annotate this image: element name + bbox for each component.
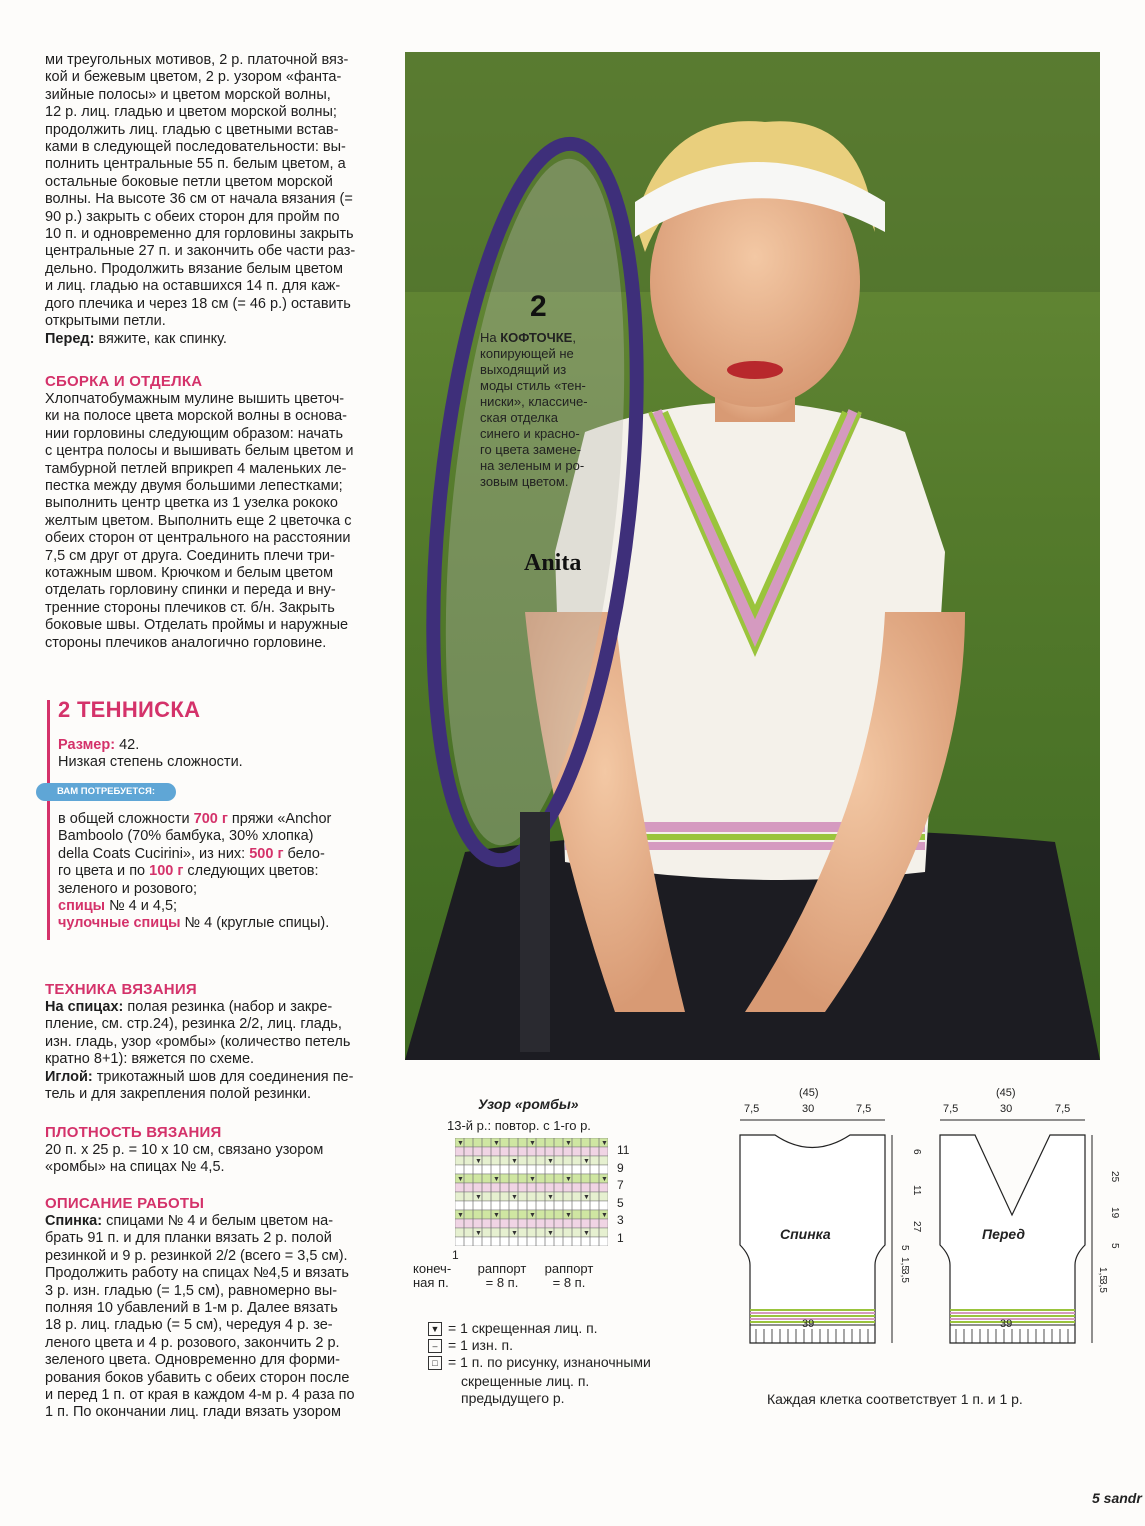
legend-continuation xyxy=(461,1373,589,1407)
materials-text: № 4 и 4,5; xyxy=(105,898,178,915)
description-line: брать 91 п. и для планки вязать 2 р. полой xyxy=(45,1230,332,1247)
intro-line: полнить центральные 55 п. белым цветом, а xyxy=(45,156,346,173)
rapport-label-1 xyxy=(467,1262,537,1290)
description-line: зеленого цвета. Одновременно для форми- xyxy=(45,1352,340,1369)
height-label: 19 xyxy=(1108,1207,1120,1219)
height-label: 5 xyxy=(1108,1243,1120,1249)
materials-text: зеленого и розового; xyxy=(58,880,198,897)
legend xyxy=(428,1320,651,1371)
description-line: 18 р. лиц. гладью (= 5 см), чередуя 4 р. зе- xyxy=(45,1317,333,1334)
pattern-row xyxy=(455,1219,608,1228)
circular-needles-label: чулочные спицы xyxy=(58,915,181,932)
rapport-line: = 8 п. xyxy=(552,1275,586,1290)
materials-amount: 100 г xyxy=(149,863,184,880)
materials-text: Bamboolo (70% бамбука, 30% хлопка) xyxy=(58,828,314,845)
intro-line: продолжить лиц. гладью с цветными встав- xyxy=(45,121,339,138)
schematic-note: Каждая клетка соответствует 1 п. и 1 р. xyxy=(767,1391,1023,1407)
back-bottom-width: 39 xyxy=(802,1318,815,1330)
assembly-line: ки на полосе цвета морской волны в основа- xyxy=(45,408,348,425)
front-label: Перед: xyxy=(45,331,95,347)
row-number: 1 xyxy=(617,1230,624,1245)
front-left-width: 7,5 xyxy=(943,1103,959,1115)
legend-symbol-icon: – xyxy=(428,1339,442,1353)
caption-line: го цвета замене- xyxy=(480,442,582,457)
technique-line: тель и для закрепления полой резинки. xyxy=(45,1086,312,1103)
description-line: и перед 1 п. от края в каждом 4-м р. 4 раза по xyxy=(45,1387,355,1404)
legend-symbol-icon: □ xyxy=(428,1356,442,1370)
rapport-line: раппорт xyxy=(477,1261,527,1276)
materials-text: в общей сложности xyxy=(58,811,194,827)
description-line: спицами № 4 и белым цветом на- xyxy=(102,1213,334,1229)
pattern-stitch-icon: ▼ xyxy=(601,1176,608,1183)
technique-line: трикотажный шов для соединения пе- xyxy=(92,1068,354,1085)
front-mid-width: 30 xyxy=(1000,1103,1013,1115)
row-number: 11 xyxy=(617,1143,630,1157)
technique-needle-label: Иглой: xyxy=(45,1068,93,1085)
pattern-stitch-icon: ▼ xyxy=(601,1212,608,1219)
model-title: 2 ТЕННИСКА xyxy=(58,697,201,722)
front-label: Перед xyxy=(982,1226,1026,1242)
legend-text: = 1 п. по рисунку, изнаночными xyxy=(448,1354,651,1370)
pattern-stitch-icon: ▼ xyxy=(475,1158,482,1165)
caption-text: , xyxy=(572,330,576,345)
assembly-line: выполнить центр цветка из 1 узелка рококо xyxy=(45,495,338,512)
intro-line: открытыми петли. xyxy=(45,313,166,330)
description-line: 1 п. По окончании лиц. глади вязать узором xyxy=(45,1404,341,1421)
needles-label: спицы xyxy=(58,898,106,915)
caption-line: моды стиль «тен- xyxy=(480,378,586,393)
back-heights xyxy=(896,1138,922,1283)
pattern-repeat-note: 13-й р.: повтор. с 1-го р. xyxy=(447,1118,591,1133)
assembly-line: обеих сторон от центрального на расстоянии xyxy=(45,530,351,547)
pattern-stitch-icon: ▼ xyxy=(547,1158,554,1165)
intro-line: и лиц. гладью на оставшихся 14 п. для каж- xyxy=(45,278,341,295)
assembly-line: Хлопчатобумажным мулине вышить цветоч- xyxy=(45,391,345,407)
row-number: 7 xyxy=(617,1178,624,1192)
pattern-stitch-icon: ▼ xyxy=(529,1176,536,1183)
pattern-title: Узор «ромбы» xyxy=(478,1096,579,1112)
back-total-width: (45) xyxy=(799,1087,819,1099)
back-right-width: 7,5 xyxy=(856,1103,872,1115)
caption-line: зовым цветом. xyxy=(480,474,569,489)
technique-line: изн. гладь, узор «ромбы» (количество петель xyxy=(45,1033,351,1050)
front-right-width: 7,5 xyxy=(1055,1103,1071,1115)
description-line: 3 р. изн. гладью (= 1,5 см), равномерно вы- xyxy=(45,1282,338,1299)
description-line: резинкой и 9 р. резинкой 2/2 (всего = 3,5 см). xyxy=(45,1247,348,1264)
model-photo xyxy=(405,52,1100,1060)
back-left-width: 7,5 xyxy=(744,1103,760,1115)
description-text xyxy=(45,1213,378,1422)
legend-item xyxy=(428,1354,651,1371)
height-label: 25 xyxy=(1108,1171,1120,1183)
pattern-stitch-icon: ▼ xyxy=(547,1230,554,1237)
back-label: Спинка: xyxy=(45,1213,103,1229)
height-label: 1,5 xyxy=(1096,1267,1108,1281)
intro-line: ками в следующей последовательности: вы- xyxy=(45,139,346,156)
photo-number: 2 xyxy=(530,290,547,323)
assembly-line: желтым цветом. Выполнить еще 2 цветочка с xyxy=(45,512,352,529)
end-stitch-label xyxy=(413,1262,451,1290)
legend-symbol-icon: ▼ xyxy=(428,1322,442,1336)
front-instruction xyxy=(45,331,378,348)
height-label: 5 xyxy=(898,1245,910,1251)
caption-text: На xyxy=(480,330,501,345)
technique-needles-label: На спицах: xyxy=(45,999,124,1015)
pattern-stitch-icon: ▼ xyxy=(565,1140,572,1147)
back-mid-width: 30 xyxy=(802,1103,815,1115)
intro-line: кой и бежевым цветом, 2 р. узором «фанта- xyxy=(45,69,342,86)
technique-heading: ТЕХНИКА ВЯЗАНИЯ xyxy=(45,981,197,998)
end-stitch-line: ная п. xyxy=(413,1275,449,1290)
pattern-row xyxy=(455,1201,608,1210)
description-line: полняя 10 убавлений в 1-м р. Далее вязать xyxy=(45,1300,338,1317)
intro-line: дельно. Продолжить вязание белым цветом xyxy=(45,260,343,277)
pattern-row xyxy=(455,1165,608,1174)
materials-amount: 700 г xyxy=(193,811,228,827)
front-text: вяжите, как спинку. xyxy=(94,331,227,347)
description-line: леного цвета и 4 р. розового, закончить 2 р. xyxy=(45,1334,340,1351)
legend-item xyxy=(428,1337,651,1354)
pattern-stitch-icon: ▼ xyxy=(493,1140,500,1147)
row-number: 3 xyxy=(617,1213,624,1227)
caption-line: синего и красно- xyxy=(480,426,580,441)
assembly-line: с центра полосы и вышивать белым цветом и xyxy=(45,443,354,460)
assembly-line: нии горловины следующим образом: начать xyxy=(45,425,344,442)
description-heading: ОПИСАНИЕ РАБОТЫ xyxy=(45,1195,205,1212)
need-badge-label: ВАМ ПОТРЕБУЕТСЯ: xyxy=(57,786,155,797)
pattern-row xyxy=(455,1237,608,1246)
caption-bold: КОФТОЧКЕ xyxy=(500,330,573,345)
technique-text xyxy=(45,999,378,1103)
legend-line: предыдущего р. xyxy=(461,1390,565,1406)
materials-text: della Coats Cucirini», из них: xyxy=(58,845,250,862)
pattern-stitch-icon: ▼ xyxy=(493,1176,500,1183)
legend-line: скрещенные лиц. п. xyxy=(461,1373,590,1389)
materials-text: следующих цветов: xyxy=(183,863,319,880)
rapport-line: = 8 п. xyxy=(485,1275,519,1290)
assembly-line: пестка между двумя большими лепестками; xyxy=(45,478,343,495)
pattern-stitch-icon: ▼ xyxy=(529,1212,536,1219)
pattern-stitch-icon: ▼ xyxy=(565,1176,572,1183)
intro-line: 12 р. лиц. гладью и цветом морской волны; xyxy=(45,104,337,121)
front-bottom-width: 39 xyxy=(1000,1318,1013,1330)
pattern-stitch-icon: ▼ xyxy=(457,1140,464,1147)
pattern-grid xyxy=(455,1138,608,1246)
assembly-text xyxy=(45,391,378,652)
intro-line: 10 п. и одновременно для горловины закрыть xyxy=(45,226,354,243)
row-number: 9 xyxy=(617,1160,624,1175)
pattern-stitch-icon: ▼ xyxy=(583,1194,590,1201)
height-label: 3,5 xyxy=(1096,1279,1108,1293)
intro-line: волны. На высоте 36 см от начала вязания (= xyxy=(45,191,353,208)
height-label: 3,5 xyxy=(898,1269,910,1283)
schematic-svg xyxy=(700,1085,1120,1345)
intro-line: дого плечика и через 18 см (= 46 р.) оставить xyxy=(45,295,351,312)
pattern-stitch-icon: ▼ xyxy=(547,1194,554,1201)
legend-text: = 1 скрещенная лиц. п. xyxy=(448,1320,598,1336)
front-heights xyxy=(1094,1160,1120,1293)
assembly-line: 7,5 см друг от друга. Соединить плечи три- xyxy=(45,547,335,564)
need-badge xyxy=(36,783,176,801)
caption-line: на зеленым и ро- xyxy=(480,458,585,473)
legend-item xyxy=(428,1320,651,1337)
assembly-line: отделать горловину спинки и переда и вну- xyxy=(45,582,336,599)
pattern-stitch-icon: ▼ xyxy=(529,1140,536,1147)
technique-line: кратно 8+1): вяжется по схеме. xyxy=(45,1051,255,1068)
pattern-stitch-icon: ▼ xyxy=(601,1140,608,1147)
materials-text: го цвета и по xyxy=(58,863,150,880)
pattern-stitch-icon: ▼ xyxy=(565,1212,572,1219)
assembly-line: котажным швом. Крючком и белым цветом xyxy=(45,565,334,582)
materials-text: пряжи «Anchor xyxy=(227,811,332,827)
description-line: Продолжить работу на спицах №4,5 и вязать xyxy=(45,1265,349,1282)
assembly-heading: СБОРКА И ОТДЕЛКА xyxy=(45,373,203,390)
back-label: Спинка xyxy=(780,1226,831,1242)
intro-line: центральные 27 п. и закончить обе части раз- xyxy=(45,243,356,260)
assembly-line: тамбурной петлей вприкреп 4 маленьких ле- xyxy=(45,460,347,477)
pattern-stitch-icon: ▼ xyxy=(475,1230,482,1237)
pattern-stitch-icon: ▼ xyxy=(457,1212,464,1219)
pattern-stitch-icon: ▼ xyxy=(511,1194,518,1201)
pattern-stitch-icon: ▼ xyxy=(583,1230,590,1237)
photo-caption xyxy=(480,330,610,490)
height-label: 6 xyxy=(910,1149,922,1155)
density-line: «ромбы» на спицах № 4,5. xyxy=(45,1159,225,1176)
intro-text xyxy=(45,52,378,331)
pattern-stitch-icon: ▼ xyxy=(475,1194,482,1201)
size-label: Размер: xyxy=(58,737,116,753)
front-total-width: (45) xyxy=(996,1087,1016,1099)
intro-line: остальные боковые петли цветом морской xyxy=(45,173,333,190)
photo-illustration xyxy=(405,52,1100,1060)
materials xyxy=(58,811,358,933)
caption-line: ская отделка xyxy=(480,410,558,425)
schematic xyxy=(700,1085,1120,1345)
pattern-row xyxy=(455,1147,608,1156)
size-value: 42. xyxy=(115,737,140,753)
pattern-stitch-icon: ▼ xyxy=(493,1212,500,1219)
assembly-line: тренние стороны плечиков ст. б/н. Закрыть xyxy=(45,599,335,616)
model-size xyxy=(58,737,139,754)
end-stitch-line: конеч- xyxy=(413,1261,452,1276)
assembly-line: стороны плечиков аналогично горловине. xyxy=(45,634,327,651)
caption-line: копирующей не xyxy=(480,346,574,361)
intro-line: ми треугольных мотивов, 2 р. платочной вяз- xyxy=(45,52,349,68)
difficulty: Низкая степень сложности. xyxy=(58,754,243,770)
technique-line: полая резинка (набор и закре- xyxy=(123,999,333,1015)
watermark: Anita xyxy=(524,550,582,576)
pattern-stitch-icon: ▼ xyxy=(511,1158,518,1165)
pattern-row xyxy=(455,1183,608,1192)
intro-line: 90 р.) закрыть с обеих сторон для пройм по xyxy=(45,208,340,225)
stitch-one-label: 1 xyxy=(452,1248,459,1262)
intro-line: зийные полосы» и цветом морской волны, xyxy=(45,86,331,103)
caption-line: выходящий из xyxy=(480,362,567,377)
height-label: 1,5 xyxy=(898,1257,910,1271)
rapport-line: раппорт xyxy=(544,1261,594,1276)
page-footer: 5 sandr xyxy=(1092,1490,1142,1506)
pattern-stitch-icon: ▼ xyxy=(457,1176,464,1183)
pattern-stitch-icon: ▼ xyxy=(583,1158,590,1165)
density-text xyxy=(45,1142,378,1177)
row-number: 5 xyxy=(617,1195,624,1210)
density-line: 20 п. x 25 р. = 10 x 10 см, связано узором xyxy=(45,1142,324,1158)
legend-text: = 1 изн. п. xyxy=(448,1337,513,1353)
height-label: 27 xyxy=(910,1221,922,1233)
model-divider xyxy=(47,700,50,940)
rapport-label-2 xyxy=(534,1262,604,1290)
pattern-stitch-icon: ▼ xyxy=(511,1230,518,1237)
pattern-grid-svg xyxy=(455,1138,608,1246)
density-heading: ПЛОТНОСТЬ ВЯЗАНИЯ xyxy=(45,1124,222,1141)
technique-line: пление, см. стр.24), резинка 2/2, лиц. гладь, xyxy=(45,1016,342,1033)
description-line: рования боков убавить с обеих сторон после xyxy=(45,1369,350,1386)
materials-text: № 4 (круглые спицы). xyxy=(180,915,330,932)
row-numbers xyxy=(617,1142,629,1247)
materials-amount: 500 г xyxy=(249,845,284,862)
caption-line: ниски», классиче- xyxy=(480,394,588,409)
materials-text: бело- xyxy=(283,845,325,862)
assembly-line: боковые швы. Отделать проймы и наружные xyxy=(45,617,349,634)
height-label: 11 xyxy=(910,1185,922,1196)
